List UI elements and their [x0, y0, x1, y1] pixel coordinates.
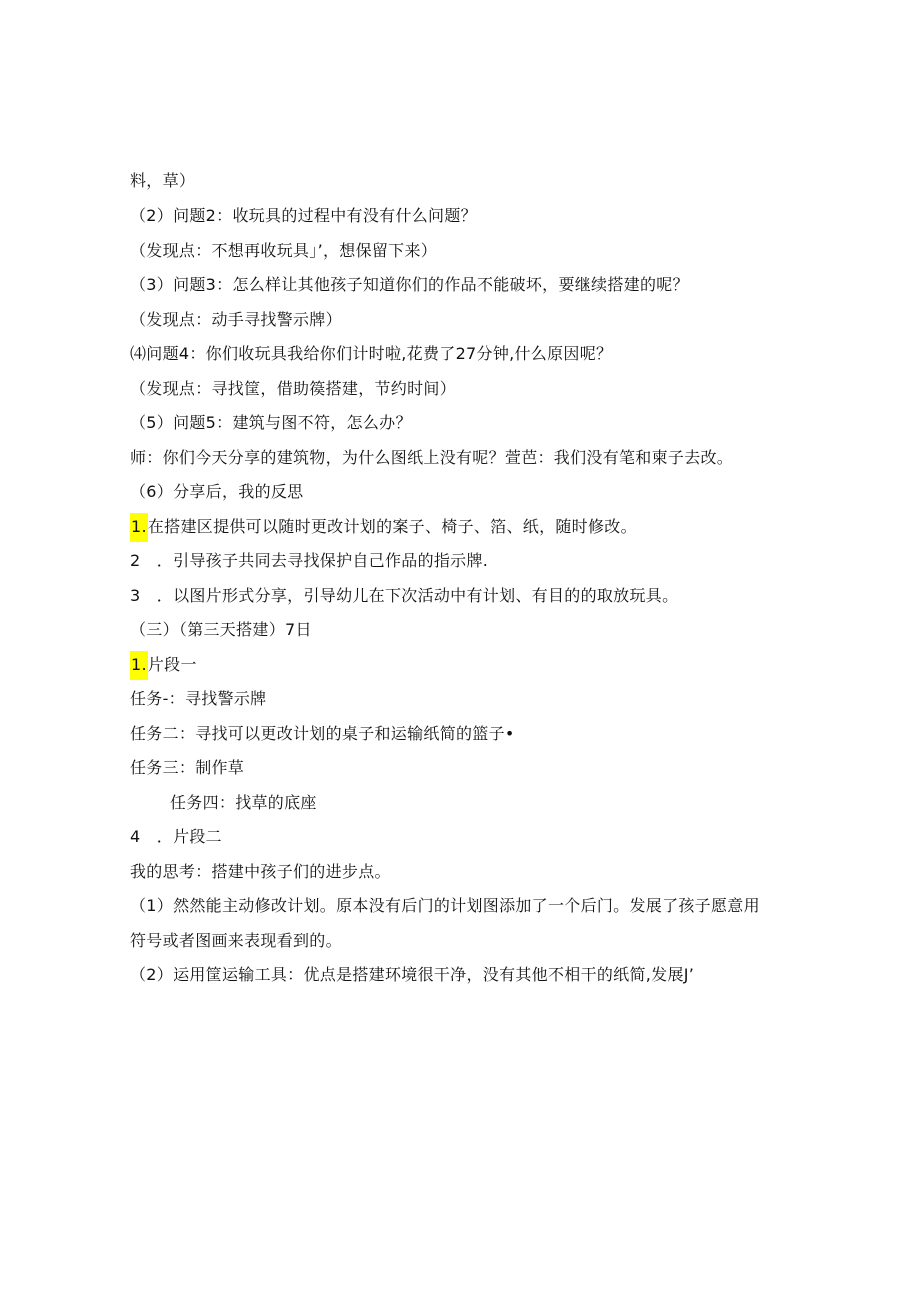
text-line: 符号或者图画来表现看到的。 — [130, 931, 342, 950]
reflection-item — [130, 516, 637, 538]
text-line: （3）问题3：怎么样让其他孩子知道你们的作品不能破坏，要继续搭建的呢？ — [130, 275, 689, 294]
task-line: 任务-：寻找警示牌 — [130, 689, 267, 708]
text-line: （5）问题5：建筑与图不符，怎么办？ — [130, 413, 412, 432]
text-line: （1）然然能主动修改计划。原本没有后门的计划图添加了一个后门。发展了孩子愿意用 — [130, 896, 760, 915]
text-line: 我的思考：搭建中孩子们的进步点。 — [130, 862, 391, 881]
text-line: ⑷问题4：你们收玩具我给你们计时啦,花费了27分钟,什么原因呢？ — [130, 344, 613, 363]
text-line: 2 ．引导孩子共同去寻找保护自己作品的指示牌. — [130, 551, 489, 570]
text-line: （2）问题2：收玩具的过程中有没有什么问题？ — [130, 206, 477, 225]
task-line: 任务三：制作草 — [130, 758, 245, 777]
highlighted-number: 1. — [130, 651, 148, 680]
text-line: （发现点：动手寻找警示牌） — [130, 310, 342, 329]
text-line: （发现点：寻找筐，借助篌搭建，节约时间） — [130, 379, 457, 398]
task-line: 任务四：找草的底座 — [170, 793, 317, 812]
text-line: （6）分享后，我的反思 — [130, 482, 304, 501]
highlighted-number: 1. — [130, 513, 148, 542]
text-line: 师：你们今天分享的建筑物，为什么图纸上没有呢？萱芭：我们没有笔和柬子去改。 — [130, 448, 734, 467]
text-line: 料，草） — [130, 171, 196, 190]
text-line: （2）运用筐运输工具：优点是搭建环境很干净，没有其他不相干的纸简,发展J’ — [130, 965, 695, 984]
section-heading: （三）（第三天搭建）7日 — [130, 620, 312, 639]
segment-text: 片段一 — [147, 655, 197, 674]
reflection-text: 在搭建区提供可以随时更改计划的案子、椅子、箔、纸，随时修改。 — [147, 517, 637, 536]
task-line: 任务二：寻找可以更改计划的桌子和运输纸简的篮子• — [130, 724, 515, 743]
text-line: （发现点：不想再收玩具」’，想保留下来） — [130, 241, 438, 260]
segment-heading: 4 ．片段二 — [130, 827, 222, 846]
segment-heading — [130, 654, 197, 676]
text-line: 3 ．以图片形式分享，引导幼儿在下次活动中有计划、有目的的取放玩具。 — [130, 586, 679, 605]
